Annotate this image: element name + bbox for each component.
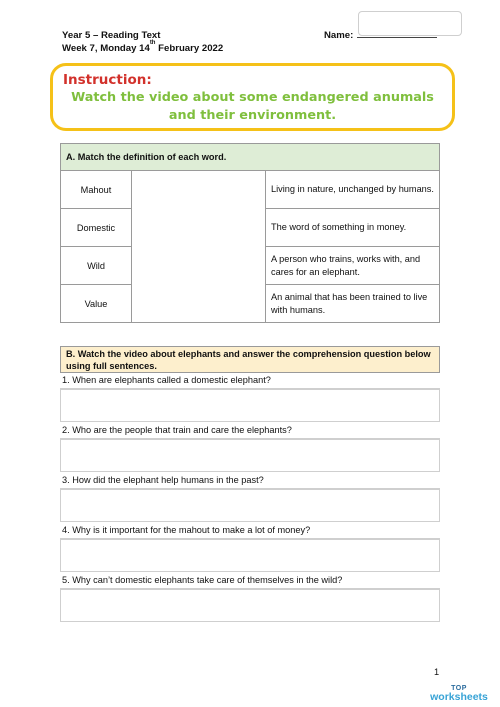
answer-box-4[interactable]: [60, 539, 440, 572]
date-text-rest: February 2022: [155, 43, 224, 54]
section-a-title: A. Match the definition of each word.: [61, 144, 440, 171]
question-2: 2. Who are the people that train and care the elephants?: [60, 423, 440, 439]
matching-table: [60, 143, 440, 323]
question-3: 3. How did the elephant help humans in the past?: [60, 473, 440, 489]
definition-1[interactable]: Living in nature, unchanged by humans.: [266, 171, 440, 209]
definition-4[interactable]: An animal that has been trained to live with humans.: [266, 285, 440, 323]
header-year-subject: Year 5 – Reading Text: [62, 30, 161, 41]
question-1: 1. When are elephants called a domestic elephant?: [60, 373, 440, 389]
answer-box-1[interactable]: [60, 389, 440, 422]
name-label: Name:: [324, 30, 354, 41]
answer-box-3[interactable]: [60, 489, 440, 522]
word-wild[interactable]: Wild: [61, 247, 132, 285]
answer-box-5[interactable]: [60, 589, 440, 622]
instruction-line-1: Watch the video about some endangered anumals: [71, 90, 434, 105]
instruction-box: [50, 63, 455, 131]
instruction-title: Instruction:: [63, 72, 152, 88]
instruction-line-2: and their environment.: [168, 108, 337, 123]
date-text: Week 7, Monday 14: [62, 43, 150, 54]
question-4: 4. Why is it important for the mahout to make a lot of money?: [60, 523, 440, 539]
section-b-title: B. Watch the video about elephants and answer the comprehension question below using full sentences.: [60, 346, 440, 373]
table-row: [61, 171, 440, 209]
word-domestic[interactable]: Domestic: [61, 209, 132, 247]
instruction-text: [63, 89, 442, 125]
definition-2[interactable]: The word of something in money.: [266, 209, 440, 247]
date-ordinal: th: [149, 39, 156, 46]
name-line[interactable]: [357, 29, 437, 38]
logo-top-text: TOP: [451, 685, 467, 692]
worksheet-header: [62, 29, 442, 55]
matching-area[interactable]: [132, 171, 266, 323]
question-5: 5. Why can’t domestic elephants take care of themselves in the wild?: [60, 573, 440, 589]
definition-3[interactable]: A person who trains, works with, and cares for an elephant.: [266, 247, 440, 285]
comprehension-section: [60, 346, 440, 623]
header-date: [62, 39, 442, 55]
page-number: 1: [434, 667, 440, 677]
name-field: [324, 29, 437, 42]
answer-box-2[interactable]: [60, 439, 440, 472]
topworksheets-logo: [421, 684, 497, 702]
word-value[interactable]: Value: [61, 285, 132, 323]
word-mahout[interactable]: Mahout: [61, 171, 132, 209]
logo-bottom-text: worksheets: [430, 691, 488, 703]
